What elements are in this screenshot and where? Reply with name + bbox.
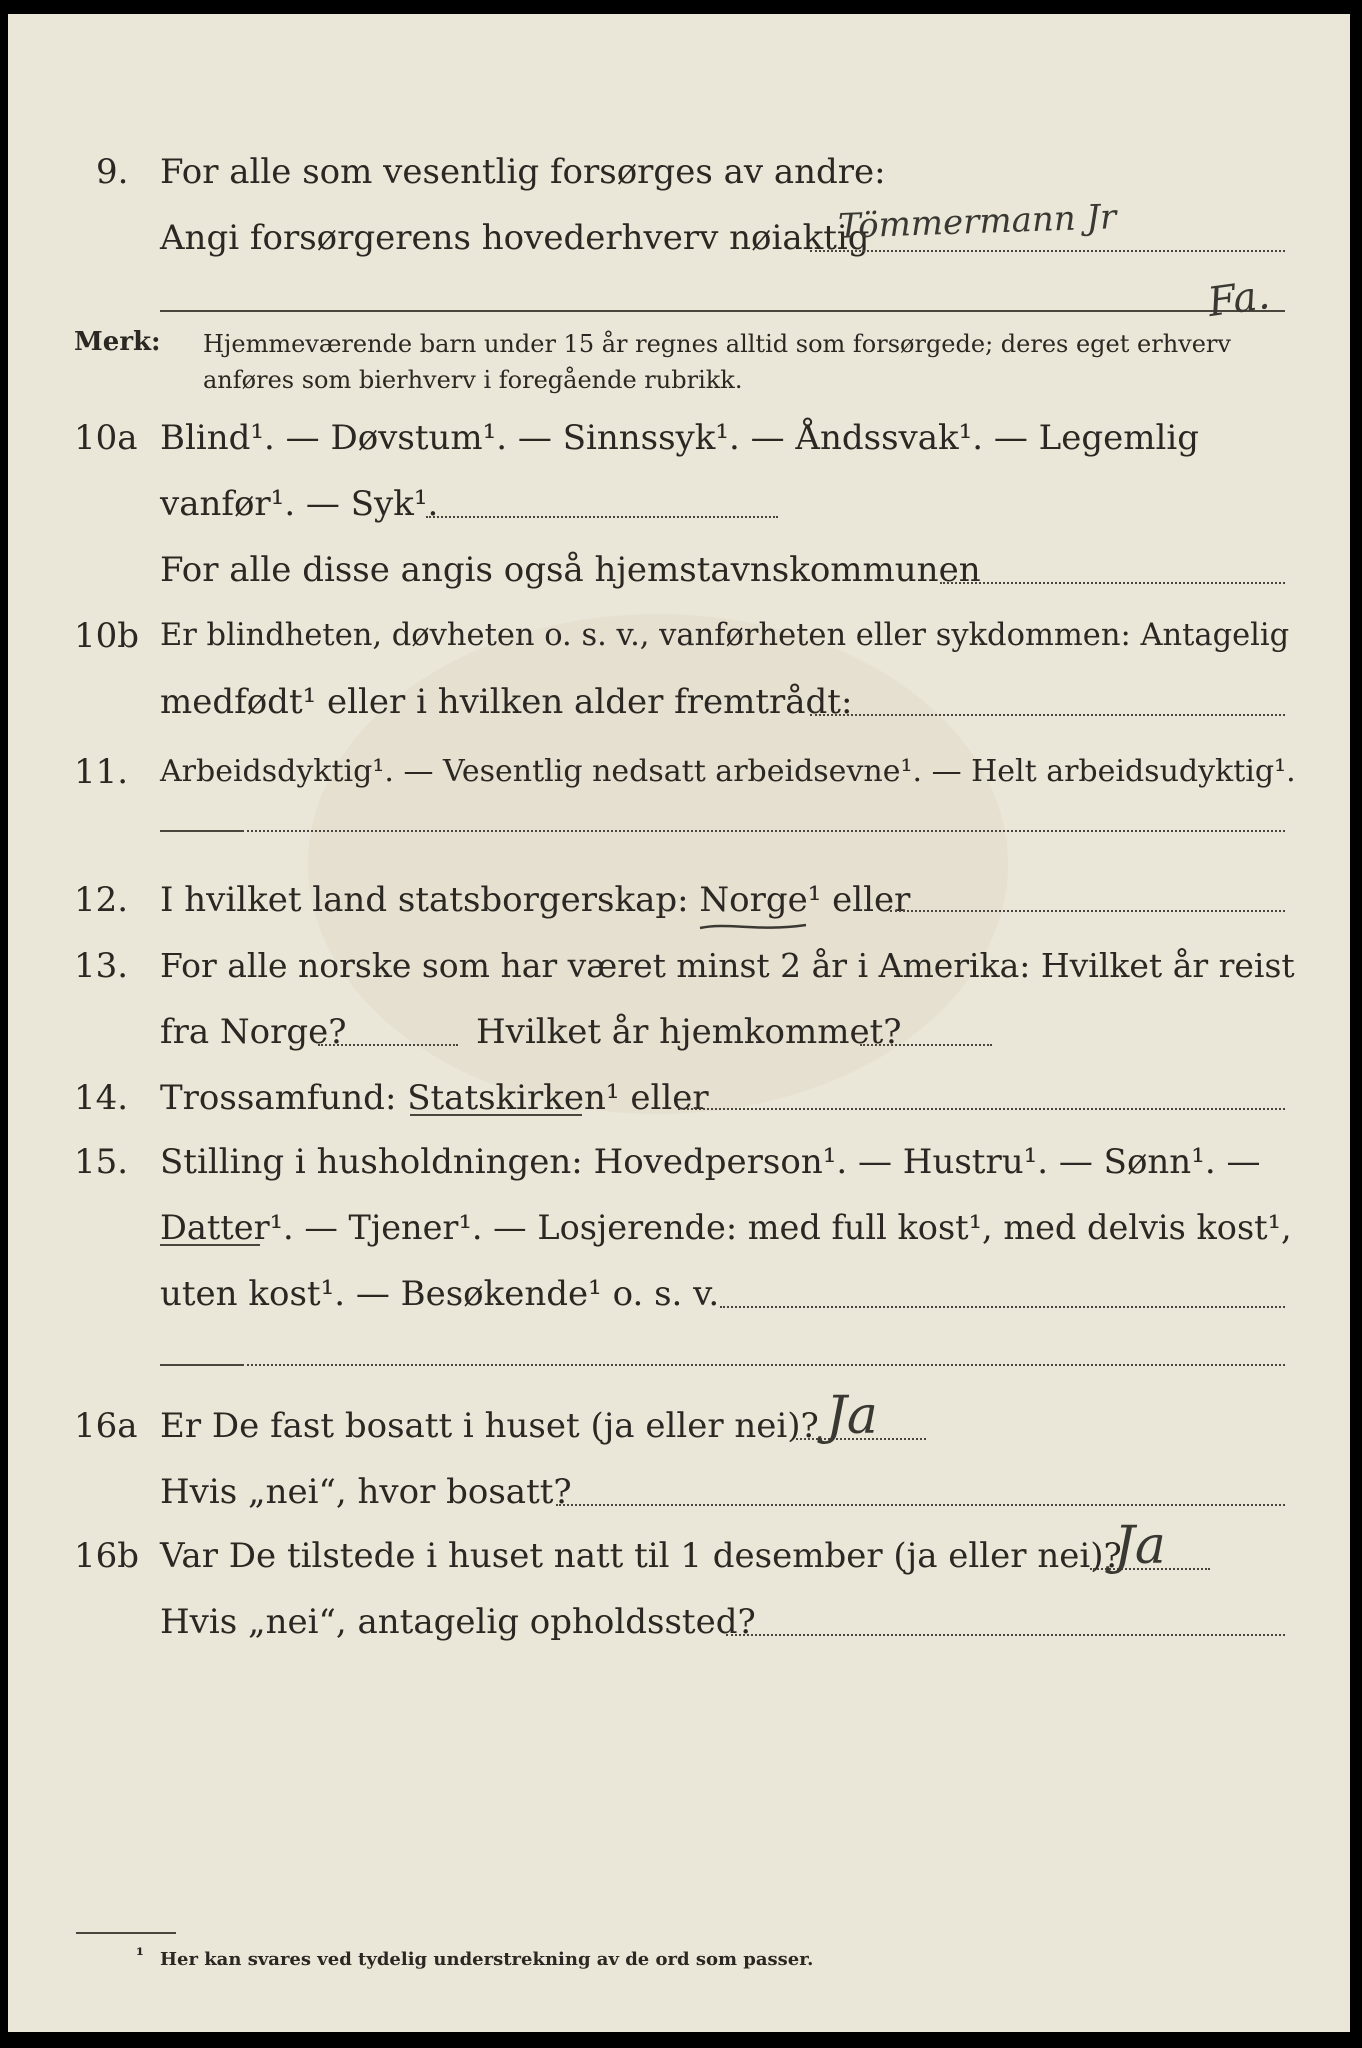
- q10b-line1: Er blindheten, døvheten o. s. v., vanførheten eller sykdommen: Antagelig: [160, 618, 1290, 653]
- q9-handwritten-mark: Fa.: [1205, 271, 1273, 327]
- q15-extra-line: [242, 1364, 1285, 1366]
- q9-line1: For alle som vesentlig forsørges av andre:: [160, 152, 886, 192]
- q13-hjemkommet-line: [860, 1044, 992, 1046]
- q15-rule: [160, 1364, 242, 1366]
- datter-underline: [160, 1244, 260, 1246]
- q15-number: 15.: [74, 1142, 129, 1182]
- q15-line1: Stilling i husholdningen: Hovedperson¹. — Hustru¹. — Sønn¹. —: [160, 1142, 1261, 1182]
- q10a-line2: vanfør¹. — Syk¹.: [160, 484, 439, 524]
- q10a-kommune-line: [940, 582, 1285, 584]
- q14-line1: Trossamfund: Statskirken¹ eller: [160, 1078, 709, 1118]
- q10a-syk-line: [426, 516, 778, 518]
- footnote-text: Her kan svares ved tydelig understrekning av de ord som passer.: [160, 1949, 814, 1970]
- q16a-line1: Er De fast bosatt i huset (ja eller nei)?: [160, 1406, 819, 1446]
- q16b-handwritten-answer: Ja: [1114, 1516, 1166, 1576]
- footnote-rule: [76, 1932, 176, 1934]
- q16b-number: 16b: [74, 1536, 140, 1576]
- q9-handwritten-answer: Tömmermann Jr: [837, 197, 1117, 247]
- q10b-answer-line: [810, 714, 1285, 716]
- q11-line1: Arbeidsdyktig¹. — Vesentlig nedsatt arbeidsevne¹. — Helt arbeidsudyktig¹.: [160, 754, 1296, 789]
- q11-rule: [160, 830, 242, 832]
- q16a-bosatt-line: [556, 1504, 1285, 1506]
- q16b-line1: Var De tilstede i huset natt til 1 desember (ja eller nei)?: [160, 1536, 1122, 1576]
- q16b-opholdssted-line: [726, 1634, 1285, 1636]
- q9-extra-line: [160, 310, 1285, 312]
- q13-reist-line: [318, 1044, 458, 1046]
- merk-label: Merk:: [74, 327, 161, 357]
- q11-number: 11.: [74, 752, 129, 792]
- statskirken-underline: [410, 1114, 582, 1116]
- q15-answer-line: [720, 1306, 1285, 1308]
- q13-line2a: fra Norge?: [160, 1012, 347, 1052]
- q12-answer-line: [890, 910, 1285, 912]
- q10a-line3: For alle disse angis også hjemstavnskommunen: [160, 550, 981, 590]
- q15-line2: Datter¹. — Tjener¹. — Losjerende: med full kost¹, med delvis kost¹,: [160, 1208, 1292, 1247]
- q14-answer-line: [678, 1108, 1285, 1110]
- q9-answer-line: [810, 250, 1285, 252]
- q13-number: 13.: [74, 946, 129, 986]
- q10b-line2: medfødt¹ eller i hvilken alder fremtrådt:: [160, 682, 853, 722]
- q14-number: 14.: [74, 1078, 129, 1118]
- q16a-line2: Hvis „nei“, hvor bosatt?: [160, 1472, 572, 1512]
- footnote-mark: ¹: [136, 1945, 144, 1966]
- q16a-handwritten-answer: Ja: [826, 1386, 878, 1446]
- q16a-number: 16a: [74, 1406, 138, 1446]
- q15-line3: uten kost¹. — Besøkende¹ o. s. v.: [160, 1274, 720, 1314]
- q13-line2b: Hvilket år hjemkommet?: [476, 1012, 902, 1052]
- norge-underline: [698, 920, 808, 934]
- q11-answer-line: [242, 830, 1285, 832]
- merk-line2: anføres som bierhverv i foregående rubrikk.: [203, 366, 743, 394]
- q9-number: 9.: [96, 152, 129, 192]
- q10b-number: 10b: [74, 616, 140, 656]
- form-page: [8, 14, 1350, 2032]
- q10a-number: 10a: [74, 418, 138, 458]
- q16b-line2: Hvis „nei“, antagelig opholdssted?: [160, 1602, 756, 1642]
- q9-line2: Angi forsørgerens hovederhverv nøiaktig: [160, 218, 870, 258]
- merk-line1: Hjemmeværende barn under 15 år regnes alltid som forsørgede; deres eget erhverv: [203, 330, 1231, 358]
- q12-number: 12.: [74, 880, 129, 920]
- q12-line1: I hvilket land statsborgerskap: Norge¹ eller: [160, 880, 911, 920]
- q10a-line1: Blind¹. — Døvstum¹. — Sinnssyk¹. — Åndssvak¹. — Legemlig: [160, 418, 1199, 458]
- q13-line1: For alle norske som har været minst 2 år i Amerika: Hvilket år reist: [160, 946, 1295, 985]
